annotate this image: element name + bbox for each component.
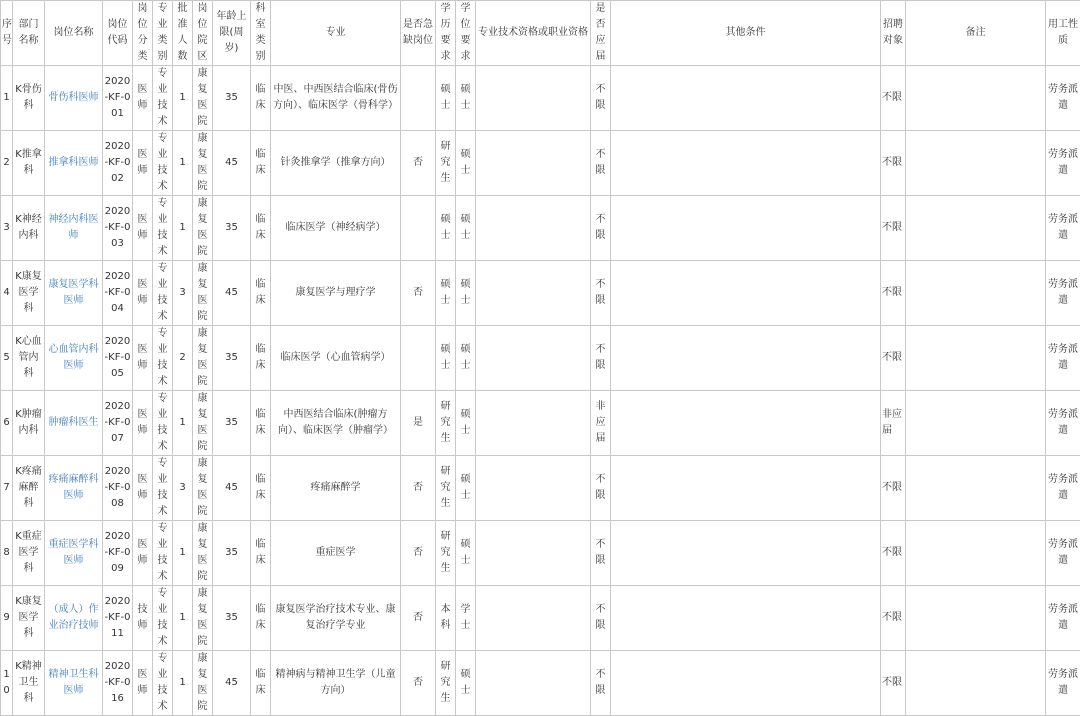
cell-code: 2020-KF-004 — [103, 261, 133, 326]
cell-target: 不限 — [881, 261, 906, 326]
cell-dept: K康复医学科 — [13, 586, 45, 651]
cell-remark — [906, 66, 1046, 131]
cell-seq: 1 — [1, 66, 13, 131]
header-fresh: 是否应届 — [591, 1, 611, 66]
cell-deg: 硕士 — [456, 456, 476, 521]
cell-fresh: 不限 — [591, 586, 611, 651]
cell-cat: 专业技术 — [153, 66, 173, 131]
cell-edu: 硕士 — [436, 326, 456, 391]
cell-target: 不限 — [881, 521, 906, 586]
header-code: 岗位代码 — [103, 1, 133, 66]
cell-nature: 劳务派遣 — [1046, 586, 1080, 651]
cell-target: 不限 — [881, 456, 906, 521]
cell-major: 中西医结合临床(肿瘤方向）、临床医学（肿瘤学） — [271, 391, 401, 456]
cell-nature: 劳务派遣 — [1046, 131, 1080, 196]
cell-area: 康复医院 — [193, 66, 213, 131]
cell-seq: 4 — [1, 261, 13, 326]
cell-area: 康复医院 — [193, 261, 213, 326]
header-dept: 部门名称 — [13, 1, 45, 66]
cell-target: 不限 — [881, 651, 906, 716]
cell-edu: 研究生 — [436, 391, 456, 456]
cell-other — [611, 586, 881, 651]
cell-major: 临床医学（心血管病学） — [271, 326, 401, 391]
cell-qual — [476, 131, 591, 196]
cell-dept: K推拿科 — [13, 131, 45, 196]
cell-fresh: 不限 — [591, 196, 611, 261]
cell-target: 不限 — [881, 66, 906, 131]
cell-qual — [476, 586, 591, 651]
cell-num: 3 — [173, 456, 193, 521]
cell-room: 临床 — [251, 391, 271, 456]
cell-position-link[interactable]: 疼痛麻醉科医师 — [45, 456, 103, 521]
cell-code: 2020-KF-016 — [103, 651, 133, 716]
cell-room: 临床 — [251, 651, 271, 716]
cell-urgent: 否 — [401, 521, 436, 586]
cell-remark — [906, 391, 1046, 456]
cell-qual — [476, 326, 591, 391]
table-row — [1, 326, 1080, 391]
cell-cls: 医师 — [133, 66, 153, 131]
cell-cls: 医师 — [133, 521, 153, 586]
cell-area: 康复医院 — [193, 456, 213, 521]
header-area: 岗位院区 — [193, 1, 213, 66]
cell-major: 针灸推拿学（推拿方向） — [271, 131, 401, 196]
header-nature: 用工性质 — [1046, 1, 1080, 66]
cell-position-link[interactable]: 骨伤科医师 — [45, 66, 103, 131]
cell-room: 临床 — [251, 521, 271, 586]
cell-other — [611, 521, 881, 586]
cell-dept: K骨伤科 — [13, 66, 45, 131]
table-row — [1, 651, 1080, 716]
cell-edu: 硕士 — [436, 261, 456, 326]
cell-cat: 专业技术 — [153, 131, 173, 196]
cell-seq: 8 — [1, 521, 13, 586]
cell-cls: 医师 — [133, 651, 153, 716]
cell-remark — [906, 196, 1046, 261]
cell-qual — [476, 196, 591, 261]
table-row — [1, 131, 1080, 196]
cell-remark — [906, 456, 1046, 521]
cell-target: 不限 — [881, 326, 906, 391]
cell-edu: 硕士 — [436, 196, 456, 261]
cell-cat: 专业技术 — [153, 651, 173, 716]
cell-deg: 硕士 — [456, 651, 476, 716]
cell-nature: 劳务派遣 — [1046, 261, 1080, 326]
cell-age: 35 — [213, 521, 251, 586]
cell-seq: 10 — [1, 651, 13, 716]
cell-other — [611, 651, 881, 716]
cell-num: 1 — [173, 521, 193, 586]
cell-seq: 9 — [1, 586, 13, 651]
table-row — [1, 456, 1080, 521]
table-row — [1, 391, 1080, 456]
cell-area: 康复医院 — [193, 586, 213, 651]
cell-other — [611, 66, 881, 131]
header-seq: 序号 — [1, 1, 13, 66]
cell-num: 1 — [173, 651, 193, 716]
cell-other — [611, 261, 881, 326]
cell-cls: 医师 — [133, 261, 153, 326]
cell-urgent: 否 — [401, 651, 436, 716]
cell-area: 康复医院 — [193, 651, 213, 716]
header-urgent: 是否急缺岗位 — [401, 1, 436, 66]
header-cat: 专业类别 — [153, 1, 173, 66]
cell-age: 45 — [213, 651, 251, 716]
cell-nature: 劳务派遣 — [1046, 456, 1080, 521]
cell-age: 45 — [213, 261, 251, 326]
cell-fresh: 不限 — [591, 131, 611, 196]
table-row — [1, 196, 1080, 261]
cell-cls: 医师 — [133, 391, 153, 456]
cell-position-link[interactable]: 肿瘤科医生 — [45, 391, 103, 456]
cell-position-link[interactable]: 重症医学科医师 — [45, 521, 103, 586]
cell-code: 2020-KF-003 — [103, 196, 133, 261]
cell-area: 康复医院 — [193, 521, 213, 586]
cell-room: 临床 — [251, 66, 271, 131]
cell-fresh: 非应届 — [591, 391, 611, 456]
header-row — [1, 1, 1080, 66]
table-row — [1, 261, 1080, 326]
cell-other — [611, 326, 881, 391]
cell-urgent: 是 — [401, 391, 436, 456]
cell-cls: 技师 — [133, 586, 153, 651]
cell-edu: 本科 — [436, 586, 456, 651]
cell-major: 临床医学（神经病学） — [271, 196, 401, 261]
header-cls: 岗位分类 — [133, 1, 153, 66]
cell-nature: 劳务派遣 — [1046, 521, 1080, 586]
cell-fresh: 不限 — [591, 326, 611, 391]
cell-target: 非应届 — [881, 391, 906, 456]
cell-code: 2020-KF-001 — [103, 66, 133, 131]
cell-fresh: 不限 — [591, 651, 611, 716]
cell-fresh: 不限 — [591, 521, 611, 586]
cell-nature: 劳务派遣 — [1046, 196, 1080, 261]
header-remark: 备注 — [906, 1, 1046, 66]
cell-remark — [906, 131, 1046, 196]
cell-area: 康复医院 — [193, 326, 213, 391]
cell-cat: 专业技术 — [153, 456, 173, 521]
cell-urgent — [401, 196, 436, 261]
cell-deg: 硕士 — [456, 66, 476, 131]
cell-age: 35 — [213, 326, 251, 391]
header-deg: 学位要求 — [456, 1, 476, 66]
cell-fresh: 不限 — [591, 456, 611, 521]
cell-fresh: 不限 — [591, 261, 611, 326]
header-edu: 学历要求 — [436, 1, 456, 66]
cell-deg: 硕士 — [456, 391, 476, 456]
cell-num: 3 — [173, 261, 193, 326]
cell-num: 1 — [173, 391, 193, 456]
header-num: 批准人数 — [173, 1, 193, 66]
cell-dept: K疼痛麻醉科 — [13, 456, 45, 521]
cell-room: 临床 — [251, 326, 271, 391]
cell-remark — [906, 261, 1046, 326]
cell-position-link[interactable]: 精神卫生科医师 — [45, 651, 103, 716]
cell-seq: 3 — [1, 196, 13, 261]
cell-cat: 专业技术 — [153, 586, 173, 651]
cell-nature: 劳务派遣 — [1046, 326, 1080, 391]
cell-cls: 医师 — [133, 131, 153, 196]
cell-major: 疼痛麻醉学 — [271, 456, 401, 521]
cell-age: 45 — [213, 131, 251, 196]
cell-area: 康复医院 — [193, 196, 213, 261]
cell-seq: 6 — [1, 391, 13, 456]
cell-urgent: 否 — [401, 261, 436, 326]
cell-nature: 劳务派遣 — [1046, 66, 1080, 131]
cell-cls: 医师 — [133, 196, 153, 261]
cell-position-link[interactable]: 康复医学科医师 — [45, 261, 103, 326]
cell-edu: 研究生 — [436, 131, 456, 196]
cell-num: 2 — [173, 326, 193, 391]
table-row — [1, 66, 1080, 131]
cell-room: 临床 — [251, 131, 271, 196]
cell-target: 不限 — [881, 131, 906, 196]
cell-dept: K康复医学科 — [13, 261, 45, 326]
header-name: 岗位名称 — [45, 1, 103, 66]
cell-edu: 研究生 — [436, 651, 456, 716]
header-age: 年龄上限(周岁) — [213, 1, 251, 66]
cell-cls: 医师 — [133, 456, 153, 521]
cell-qual — [476, 521, 591, 586]
cell-room: 临床 — [251, 196, 271, 261]
cell-remark — [906, 521, 1046, 586]
cell-fresh: 不限 — [591, 66, 611, 131]
cell-seq: 7 — [1, 456, 13, 521]
cell-num: 1 — [173, 66, 193, 131]
cell-deg: 硕士 — [456, 131, 476, 196]
cell-position-link[interactable]: 神经内科医师 — [45, 196, 103, 261]
cell-age: 35 — [213, 586, 251, 651]
cell-code: 2020-KF-005 — [103, 326, 133, 391]
cell-qual — [476, 456, 591, 521]
cell-dept: K肿瘤内科 — [13, 391, 45, 456]
cell-major: 精神病与精神卫生学（儿童方向） — [271, 651, 401, 716]
cell-num: 1 — [173, 196, 193, 261]
cell-edu: 研究生 — [436, 521, 456, 586]
cell-qual — [476, 261, 591, 326]
cell-num: 1 — [173, 131, 193, 196]
cell-code: 2020-KF-009 — [103, 521, 133, 586]
cell-area: 康复医院 — [193, 391, 213, 456]
cell-nature: 劳务派遣 — [1046, 651, 1080, 716]
cell-cat: 专业技术 — [153, 196, 173, 261]
header-major: 专业 — [271, 1, 401, 66]
cell-age: 35 — [213, 66, 251, 131]
cell-other — [611, 131, 881, 196]
cell-cat: 专业技术 — [153, 261, 173, 326]
header-qual: 专业技术资格或职业资格 — [476, 1, 591, 66]
cell-remark — [906, 586, 1046, 651]
header-other: 其他条件 — [611, 1, 881, 66]
cell-qual — [476, 391, 591, 456]
cell-major: 重症医学 — [271, 521, 401, 586]
cell-cat: 专业技术 — [153, 326, 173, 391]
cell-cat: 专业技术 — [153, 521, 173, 586]
cell-major: 中医、中西医结合临床(骨伤方向）、临床医学（骨科学） — [271, 66, 401, 131]
cell-qual — [476, 66, 591, 131]
cell-urgent: 否 — [401, 131, 436, 196]
cell-deg: 学士 — [456, 586, 476, 651]
cell-deg: 硕士 — [456, 261, 476, 326]
header-room: 科室类别 — [251, 1, 271, 66]
cell-urgent: 否 — [401, 456, 436, 521]
cell-qual — [476, 651, 591, 716]
cell-edu: 硕士 — [436, 66, 456, 131]
cell-position-link[interactable]: 心血管内科医师 — [45, 326, 103, 391]
cell-dept: K心血管内科 — [13, 326, 45, 391]
table-row — [1, 521, 1080, 586]
cell-age: 35 — [213, 391, 251, 456]
cell-position-link[interactable]: （成人）作业治疗技师 — [45, 586, 103, 651]
cell-other — [611, 391, 881, 456]
cell-nature: 劳务派遣 — [1046, 391, 1080, 456]
cell-cls: 医师 — [133, 326, 153, 391]
cell-deg: 硕士 — [456, 326, 476, 391]
cell-other — [611, 456, 881, 521]
cell-room: 临床 — [251, 456, 271, 521]
cell-other — [611, 196, 881, 261]
cell-area: 康复医院 — [193, 131, 213, 196]
cell-code: 2020-KF-008 — [103, 456, 133, 521]
cell-num: 1 — [173, 586, 193, 651]
cell-position-link[interactable]: 推拿科医师 — [45, 131, 103, 196]
cell-dept: K精神卫生科 — [13, 651, 45, 716]
header-target: 招聘对象 — [881, 1, 906, 66]
cell-code: 2020-KF-011 — [103, 586, 133, 651]
cell-target: 不限 — [881, 586, 906, 651]
cell-major: 康复医学与理疗学 — [271, 261, 401, 326]
cell-dept: K重症医学科 — [13, 521, 45, 586]
cell-major: 康复医学治疗技术专业、康复治疗学专业 — [271, 586, 401, 651]
cell-remark — [906, 651, 1046, 716]
cell-code: 2020-KF-007 — [103, 391, 133, 456]
cell-room: 临床 — [251, 586, 271, 651]
cell-deg: 硕士 — [456, 521, 476, 586]
cell-urgent — [401, 66, 436, 131]
cell-urgent: 否 — [401, 586, 436, 651]
cell-target: 不限 — [881, 196, 906, 261]
cell-edu: 研究生 — [436, 456, 456, 521]
cell-dept: K神经内科 — [13, 196, 45, 261]
cell-age: 45 — [213, 456, 251, 521]
cell-seq: 2 — [1, 131, 13, 196]
table-row — [1, 586, 1080, 651]
cell-seq: 5 — [1, 326, 13, 391]
cell-age: 35 — [213, 196, 251, 261]
cell-cat: 专业技术 — [153, 391, 173, 456]
cell-urgent — [401, 326, 436, 391]
cell-code: 2020-KF-002 — [103, 131, 133, 196]
cell-remark — [906, 326, 1046, 391]
cell-room: 临床 — [251, 261, 271, 326]
cell-deg: 硕士 — [456, 196, 476, 261]
